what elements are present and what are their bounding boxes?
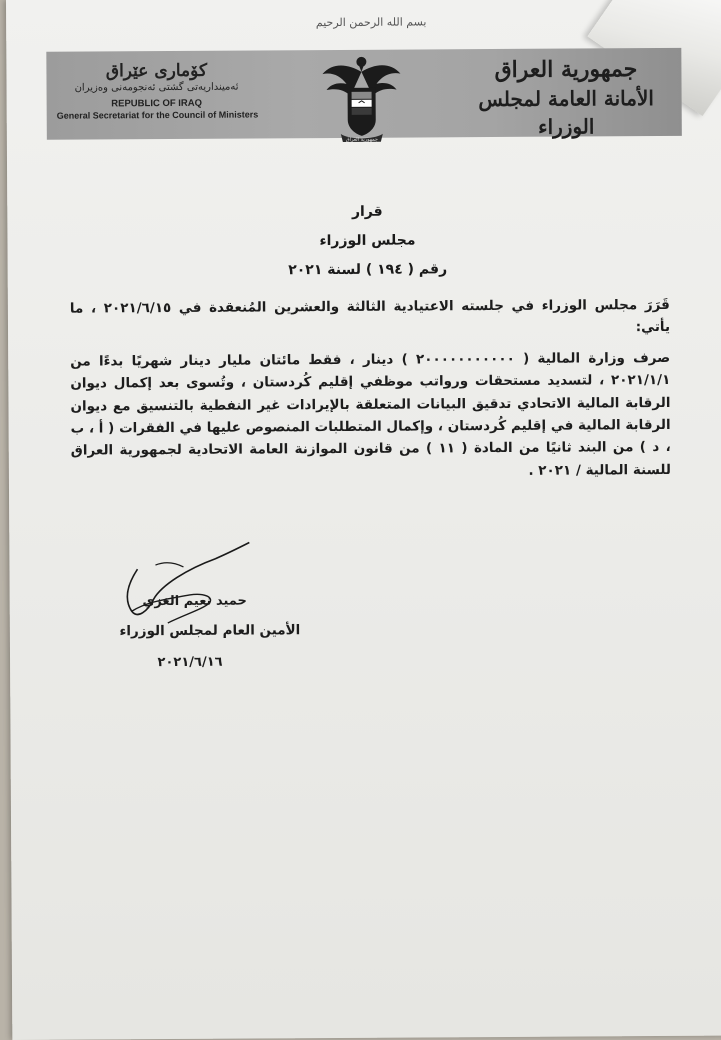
emblem-scroll-text: جمهورية العراق (345, 136, 379, 143)
decision-body (70, 294, 671, 485)
signatory-title: الأمين العام لمجلس الوزراء (119, 622, 301, 640)
body-decision: صرف وزارة المالية ( ٢٠٠٠٠٠٠٠٠٠٠٠ ) دينار ، فقط مائتان مليار دينار شهريًا بدءًا من ٢٠٢١/١/١ ، لتسديد مستحقات ورواتب موظفي إقليم كُردستان ، وتُسوى بعد إكمال ديوان الرقابة المالية الاتحادي تدقيق البيانات المتعلقة بالإيرادات غير النفطية بالتنسيق مع ديوان الرقابة المالية في إقليم كُردستان ، وإكمال المتطلبات المنصوص عليها في الفقرات ( أ ، ب ، د ) من البند ثانيًا من المادة ( ١١ ) من قانون الموازنة العامة الاتحادية لجمهورية العراق للسنة المالية / ٢٠٢١ . (70, 349, 671, 479)
letterhead-left (56, 60, 259, 121)
decision-heading (237, 197, 498, 286)
eagle-emblem-icon (318, 50, 405, 149)
arabic-country: جمهورية العراق (494, 56, 638, 84)
signatory-name: حميد نعيم الغزي (142, 593, 247, 610)
document-page (6, 0, 721, 1040)
letterhead (46, 48, 682, 143)
basmala: بسم الله الرحمن الرحيم (315, 15, 427, 30)
kurdish-subtitle: ئه‌مینداریه‌تی گشتی ئه‌نجومه‌نی وه‌زیران (74, 81, 239, 94)
heading-council: مجلس الوزراء (319, 232, 416, 250)
kurdish-title: كۆمارى عێراق (105, 60, 208, 82)
arabic-office: الأمانة العامة لمجلس الوزراء (478, 86, 654, 139)
letterhead-right (458, 54, 674, 141)
heading-decision: قرار (351, 203, 383, 220)
heading-number: رقم ( ١٩٤ ) لسنة ٢٠٢١ (288, 261, 448, 279)
signature-block (110, 590, 311, 675)
english-office: General Secretariat for the Council of Ministers (56, 109, 259, 121)
english-country: REPUBLIC OF IRAQ (111, 97, 203, 110)
signature-date: ٢٠٢١/٦/١٦ (157, 654, 223, 671)
body-intro: قَرَرَ مجلس الوزراء في جلسته الاعتيادية الثالثة والعشرين المُنعقدة في ٢٠٢١/٦/١٥ ، ما يأتي: (69, 296, 671, 336)
